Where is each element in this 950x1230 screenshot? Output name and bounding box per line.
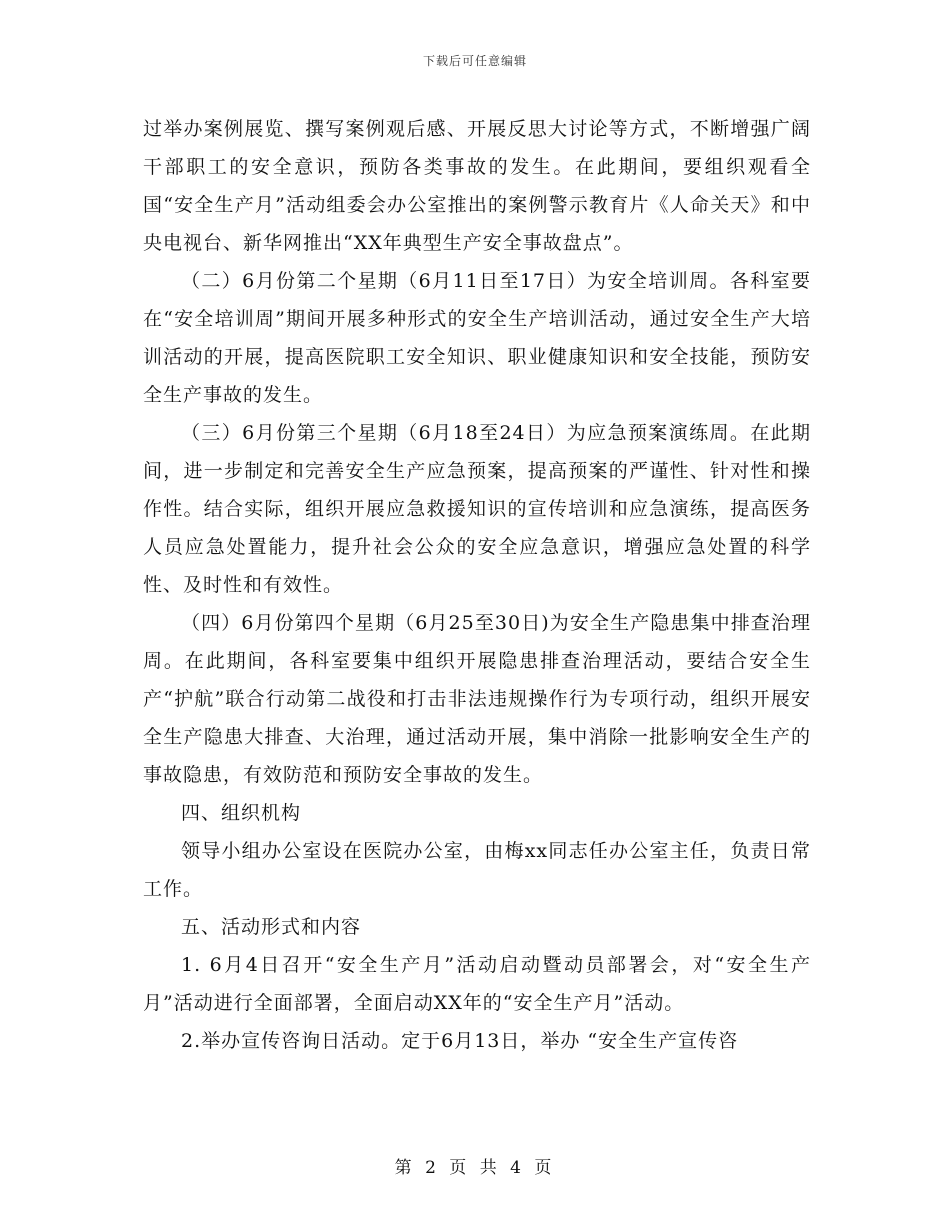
page-number-footer: 第 2 页 共 4 页 <box>394 1158 556 1178</box>
paragraph-case-education: 过举办案例展览、撰写案例观后感、开展反思大讨论等方式，不断增强广阔干部职工的安全意识，预防各类事故的发生。在此期间，要组织观看全国“安全生产月”活动组委会办公室推出的案例警示教育片《人命关天》和中央电视台、新华网推出“XX年典型生产安全事故盘点”。 <box>143 118 811 254</box>
paragraph-consultation-day: 2.举办宣传咨询日活动。定于6月13日，举办 “安全生产宣传咨 <box>181 1030 739 1052</box>
page-header: 下载后可任意编辑 <box>422 54 527 68</box>
paragraph-hazard-inspection-week: （四）6月份第四个星期（6月25至30日)为安全生产隐患集中排查治理周。在此期间，各科室要集中组织开展隐患排查治理活动，要结合安全生产“护航”联合行动第二战役和打击非法违规操作行为专项行动，组织开展安全生产隐患大排查、大治理，通过活动开展，集中消除一批影响安全生产的事故隐患，有效防范和预防安全事故的发生。 <box>143 612 811 786</box>
paragraph-office-setup: 领导小组办公室设在医院办公室，由梅xx同志任办公室主任，负责日常工作。 <box>143 840 811 900</box>
section-heading-activity-forms: 五、活动形式和内容 <box>181 916 362 938</box>
document-body <box>143 110 811 1060</box>
paragraph-kickoff-meeting: 1. 6月4日召开“安全生产月”活动启动暨动员部署会，对“安全生产月”活动进行全面部署，全面启动XX年的“安全生产月”活动。 <box>143 954 811 1014</box>
paragraph-emergency-drill-week: （三）6月份第三个星期（6月18至24日）为应急预案演练周。在此期间，进一步制定和完善安全生产应急预案，提高预案的严谨性、针对性和操作性。结合实际，组织开展应急救援知识的宣传培训和应急演练，提高医务人员应急处置能力，提升社会公众的安全应急意识，增强应急处置的科学性、及时性和有效性。 <box>143 422 811 596</box>
paragraph-safety-training-week: （二）6月份第二个星期（6月11日至17日）为安全培训周。各科室要在“安全培训周”期间开展多种形式的安全生产培训活动，通过安全生产大培训活动的开展，提高医院职工安全知识、职业健康知识和安全技能，预防安全生产事故的发生。 <box>143 270 811 406</box>
section-heading-organization: 四、组织机构 <box>181 802 302 824</box>
